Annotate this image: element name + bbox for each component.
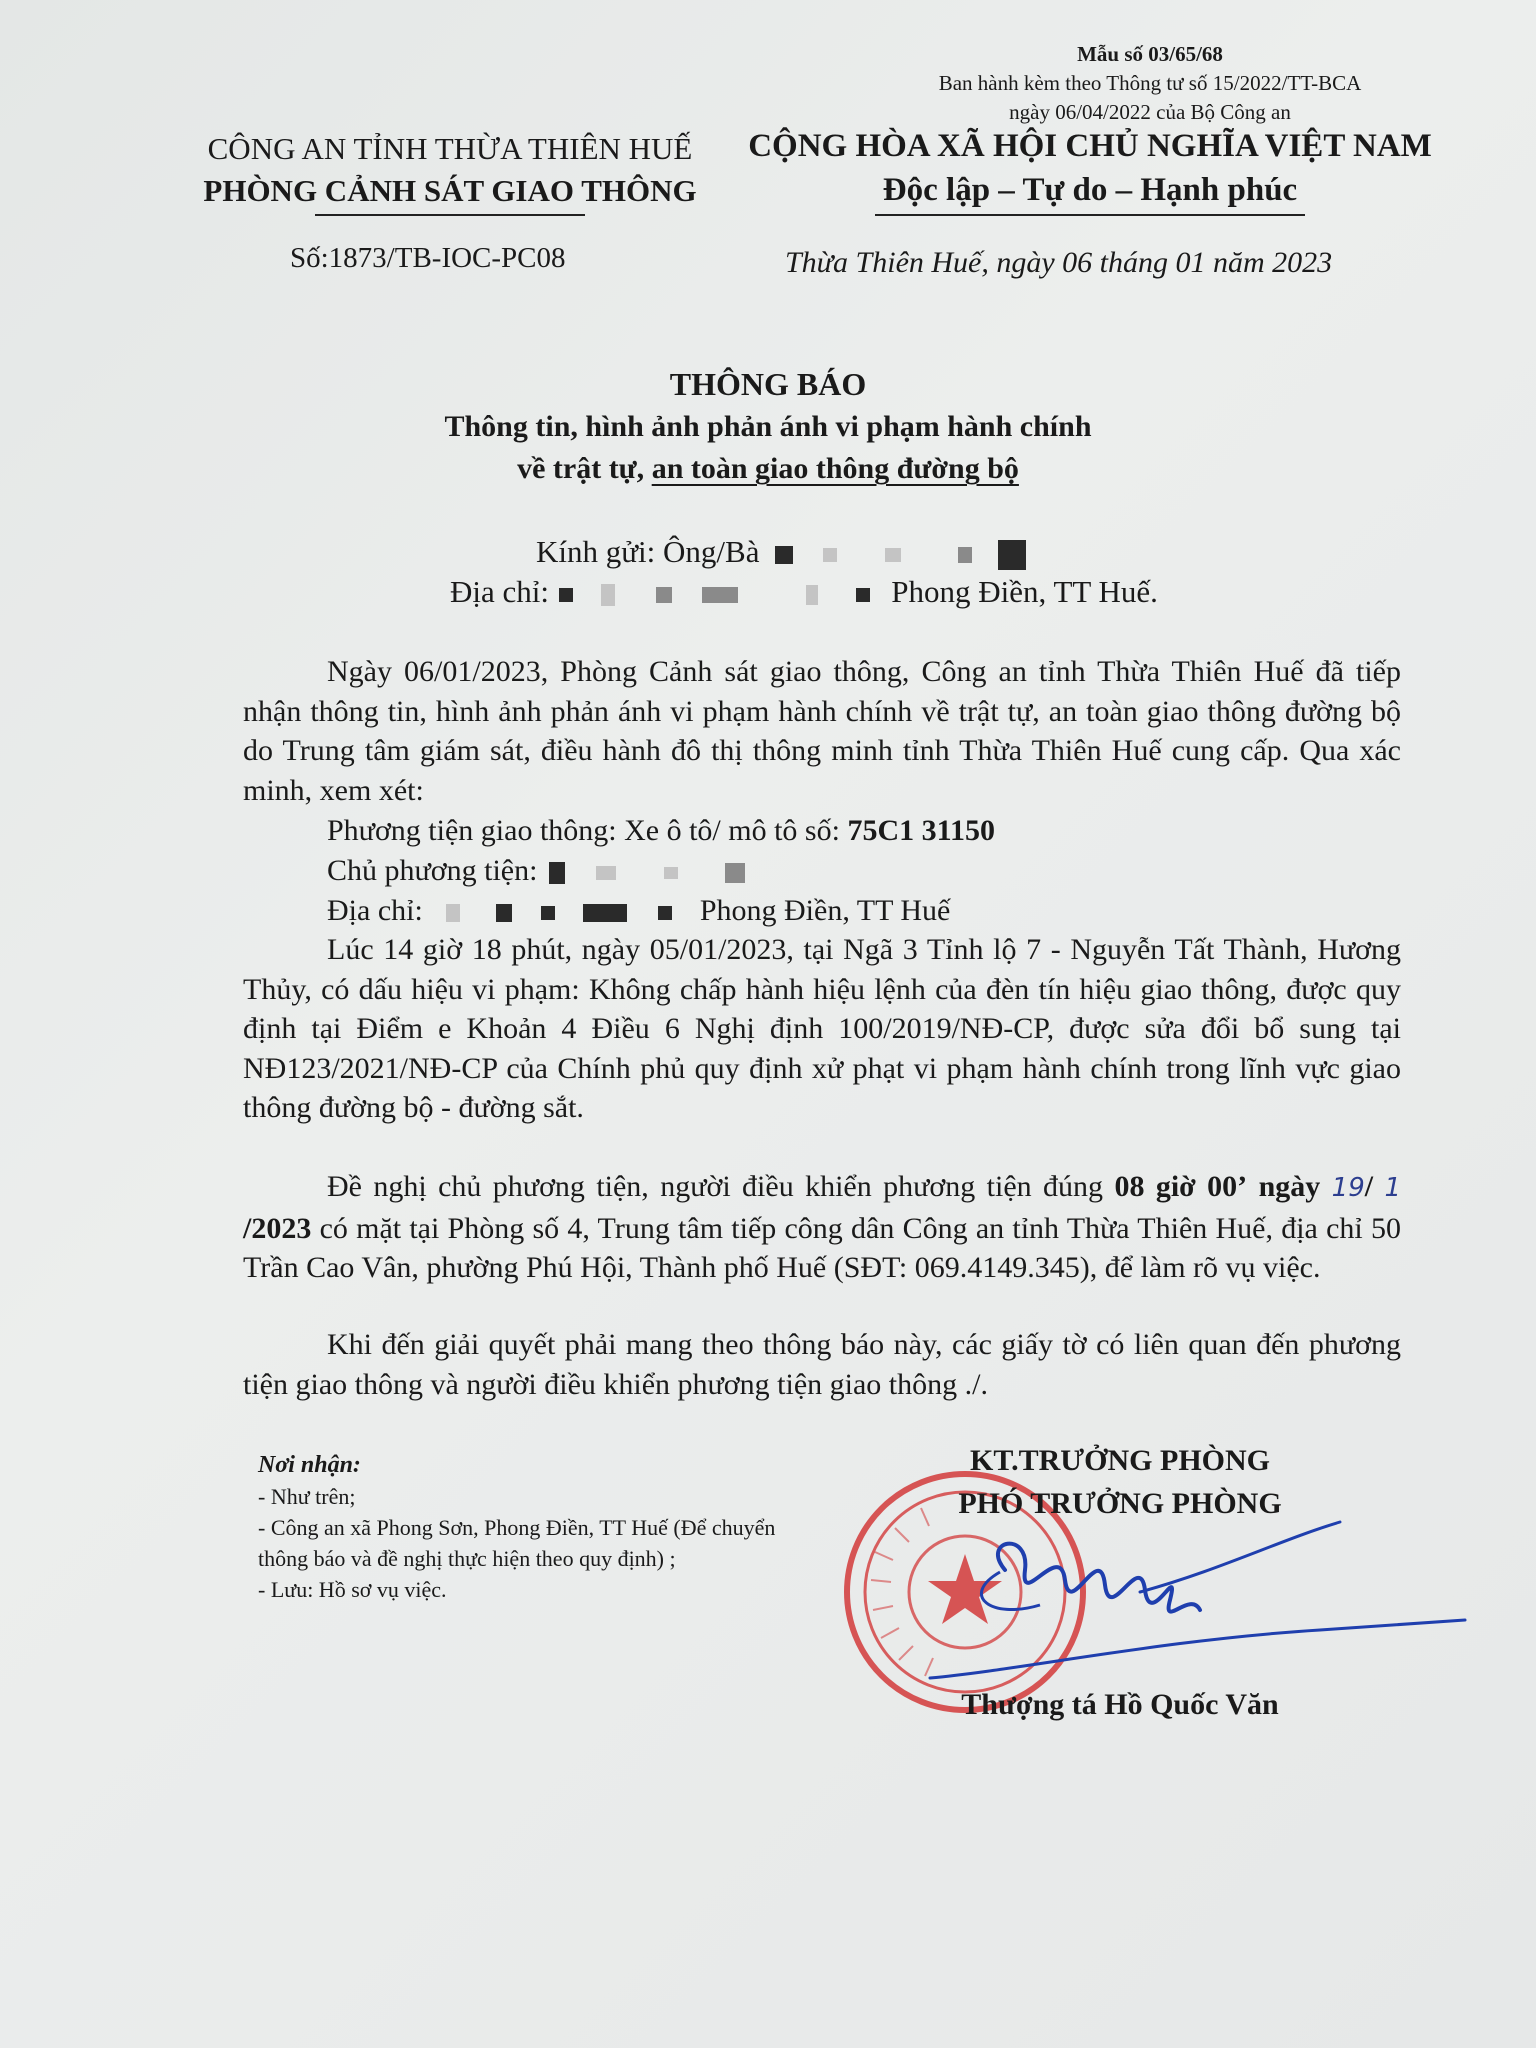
nation-motto: Độc lập – Tự do – Hạnh phúc [882,172,1298,208]
form-number: Mẫu số 03/65/68 [1077,42,1223,66]
signature-title-2: PHÓ TRƯỞNG PHÒNG [958,1487,1282,1520]
date-place: Thừa Thiên Huế, ngày 06 tháng 01 năm 2023 [785,246,1333,279]
agency-header [150,128,750,216]
form-issued-date: ngày 06/04/2022 của Bộ Công an [1009,100,1291,124]
redacted-address [557,574,878,609]
document-subtitle-2 [0,452,1536,486]
request-slash: / [1364,1170,1385,1203]
violation-text: Lúc 14 giờ 18 phút, ngày 05/01/2023, tại Ngã 3 Tỉnh lộ 7 - Nguyễn Tất Thành, Hương Thủy, có dấu hiệu vi phạm: Không chấp hành hiệu lệnh của đèn tín hiệu giao thông, được quy định tại Điểm e Khoản 4 Điều 6 Nghị định 100/2019/NĐ-CP, được sửa đổi bổ sung tại NĐ123/2021/NĐ-CP của Chính phủ quy định xử phạt vi phạm hành chính trong lĩnh vực giao thông đường bộ - đường sắt. [243,933,1401,1124]
nation-header [730,124,1450,216]
department-underline [315,214,585,216]
intro-text: Ngày 06/01/2023, Phòng Cảnh sát giao thông, Công an tỉnh Thừa Thiên Huế đã tiếp nhận thông tin, hình ảnh phản ánh vi phạm hành chính về trật tự, an toàn giao thông đường bộ do Trung tâm giám sát, điều hành đô thị thông minh tỉnh Thừa Thiên Huế cung cấp. Qua xác minh, xem xét: [243,655,1401,807]
recipients-list [258,1450,798,1605]
redacted-name [767,534,1026,569]
owner-label: Chủ phương tiện: [327,854,538,887]
request-year: /2023 [243,1211,312,1245]
agency-parent: CÔNG AN TỈNH THỪA THIÊN HUẾ [207,131,693,166]
recipients-item: - Công an xã Phong Sơn, Phong Điền, TT Huế (Để chuyển thông báo và đề nghị thực hiện theo quy định) ; [258,1515,776,1571]
request-paragraph [243,1167,1401,1288]
request-day-label: ngày [1258,1170,1332,1203]
address-label: Địa chỉ: [450,574,549,609]
handwritten-day: 19 [1331,1173,1365,1203]
vehicle-label: Phương tiện giao thông: Xe ô tô/ mô tô số: [327,814,848,847]
nation-name: CỘNG HÒA XÃ HỘI CHỦ NGHĨA VIỆT NAM [748,128,1432,164]
closing-text: Khi đến giải quyết phải mang theo thông báo này, các giấy tờ có liên quan đến phương tiện giao thông và người điều khiển phương tiện giao thông ./. [243,1328,1401,1401]
intro-paragraph [243,652,1401,810]
recipient-line [536,534,1026,570]
signature-title-1: KT.TRƯỞNG PHÒNG [970,1444,1270,1477]
owner-address-line [327,891,950,931]
redacted-owner-address [430,894,680,927]
recipient-address-line [450,574,1158,610]
request-part-a: Đề nghị chủ phương tiện, người điều khiển phương tiện đúng [327,1170,1115,1203]
recipients-label: Nơi nhận: [258,1452,361,1478]
vehicle-line [327,811,995,851]
redacted-owner [545,854,746,887]
request-part-b: có mặt tại Phòng số 4, Trung tâm tiếp công dân Công an tỉnh Thừa Thiên Huế, địa chỉ 50 Trần Cao Vân, phường Phú Hội, Thành phố Huế (SĐT: 069.4149.345), để làm rõ vụ việc. [243,1211,1401,1284]
signature-icon [900,1500,1470,1700]
owner-line [327,851,745,891]
document-number: Số:1873/TB-IOC-PC08 [290,242,566,274]
signer-name: Thượng tá Hồ Quốc Văn [961,1688,1279,1721]
request-text [243,1167,1401,1288]
closing-paragraph [243,1325,1401,1404]
form-issued-with: Ban hành kèm theo Thông tư số 15/2022/TT-BCA [938,71,1362,95]
recipients-item: - Như trên; [258,1484,356,1509]
recipient-label: Kính gửi: Ông/Bà [536,534,760,569]
document-subtitle-1: Thông tin, hình ảnh phản ánh vi phạm hành chính [444,410,1092,443]
agency-department: PHÒNG CẢNH SÁT GIAO THÔNG [203,173,697,208]
recipients-item: - Lưu: Hồ sơ vụ việc. [258,1577,447,1602]
motto-underline [875,214,1305,216]
document-title: THÔNG BÁO [669,366,867,402]
subtitle-2-part-a: về trật tự, [517,452,652,485]
form-reference [860,40,1440,127]
subtitle-2-part-b: an toàn giao thông đường bộ [651,452,1019,485]
owner-address-label: Địa chỉ: [327,894,423,927]
request-time: 08 giờ 00’ [1114,1170,1248,1203]
owner-address-tail: Phong Điền, TT Huế [699,894,951,927]
handwritten-month: 1 [1384,1173,1402,1203]
violation-paragraph [243,930,1401,1128]
address-tail: Phong Điền, TT Huế. [891,574,1158,609]
vehicle-plate: 75C1 31150 [847,814,995,847]
